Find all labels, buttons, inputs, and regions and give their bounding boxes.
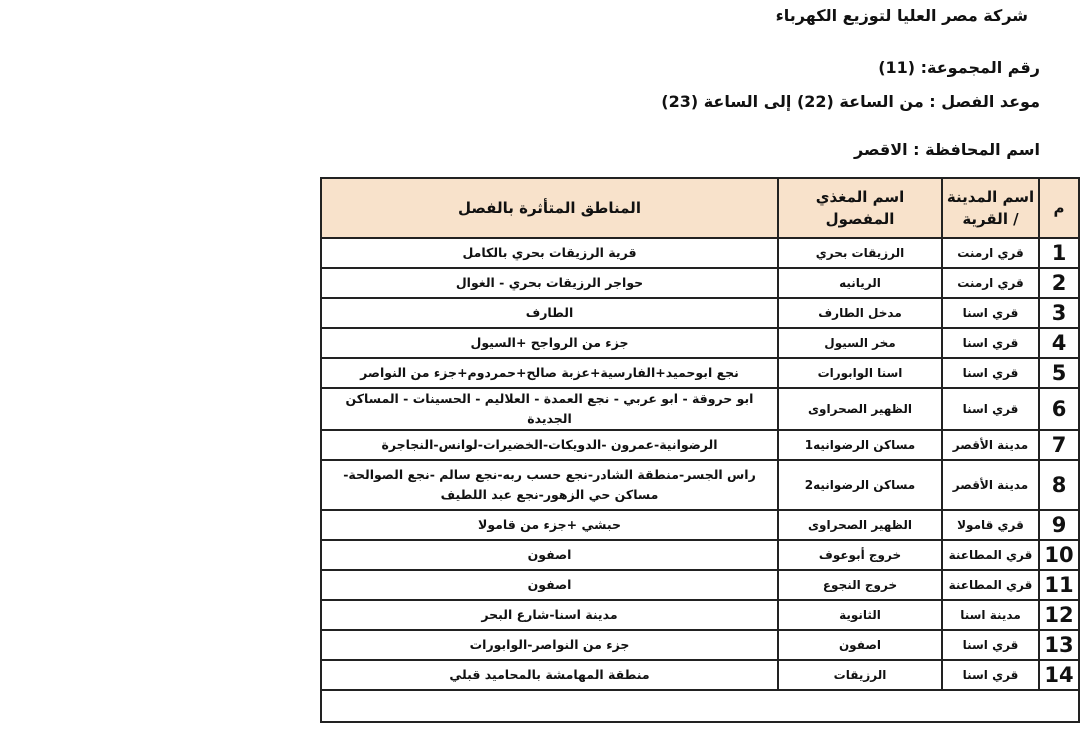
table-row	[321, 328, 1079, 358]
row-num: 8	[1039, 460, 1079, 510]
row-num: 10	[1039, 540, 1079, 570]
header-feeder: اسم المغذي المفصول	[778, 178, 942, 238]
row-city: قري اسنا	[942, 298, 1039, 328]
row-feeder: الظهير الصحراوى	[778, 388, 942, 430]
table-row	[321, 660, 1079, 690]
table-row	[321, 238, 1079, 268]
row-feeder: الثانوية	[778, 600, 942, 630]
table-row	[321, 358, 1079, 388]
row-areas: نجع ابوحميد+الفارسية+عزبة صالح+حمردوم+جزء من النواصر	[321, 358, 778, 388]
table-row	[321, 600, 1079, 630]
table-row	[321, 298, 1079, 328]
row-feeder: مساكن الرضوانيه2	[778, 460, 942, 510]
row-areas: قرية الرزيقات بحري بالكامل	[321, 238, 778, 268]
row-areas: حواجر الرزيقات بحري - الغوال	[321, 268, 778, 298]
row-num: 12	[1039, 600, 1079, 630]
row-city: قري قامولا	[942, 510, 1039, 540]
row-city: قري ارمنت	[942, 238, 1039, 268]
cutoff-time: موعد الفصل : من الساعة (22) إلى الساعة (23)	[661, 92, 1040, 111]
row-areas: الرضوانية-عمرون -الدويكات-الخضيرات-لوانس-النجاجرة	[321, 430, 778, 460]
table-row	[321, 510, 1079, 540]
row-city: مدينة الأقصر	[942, 460, 1039, 510]
row-num: 1	[1039, 238, 1079, 268]
row-feeder: الرزيقات بحري	[778, 238, 942, 268]
row-feeder: الظهير الصحراوى	[778, 510, 942, 540]
row-feeder: الرزيقات	[778, 660, 942, 690]
row-city: قري اسنا	[942, 660, 1039, 690]
row-areas: الطارف	[321, 298, 778, 328]
row-city: قري اسنا	[942, 630, 1039, 660]
table-row	[321, 630, 1079, 660]
row-num: 5	[1039, 358, 1079, 388]
row-city: قري المطاعنة	[942, 540, 1039, 570]
row-num: 2	[1039, 268, 1079, 298]
table-row	[321, 570, 1079, 600]
row-city: قري اسنا	[942, 358, 1039, 388]
row-areas: جزء من النواصر-الوابورات	[321, 630, 778, 660]
row-city: قري المطاعنة	[942, 570, 1039, 600]
header-city: اسم المدينة / القرية	[942, 178, 1039, 238]
table-row	[321, 388, 1079, 430]
row-feeder: الريانيه	[778, 268, 942, 298]
row-city: قري ارمنت	[942, 268, 1039, 298]
row-city: مدينة الأقصر	[942, 430, 1039, 460]
row-city: قري اسنا	[942, 328, 1039, 358]
group-number: رقم المجموعة: (11)	[878, 58, 1040, 77]
table-row	[321, 540, 1079, 570]
row-feeder: اسنا الوابورات	[778, 358, 942, 388]
header-num: م	[1039, 178, 1079, 238]
row-num: 4	[1039, 328, 1079, 358]
row-num: 7	[1039, 430, 1079, 460]
table-row	[321, 268, 1079, 298]
row-areas: اصفون	[321, 570, 778, 600]
row-areas: مدينة اسنا-شارع البحر	[321, 600, 778, 630]
empty-cell	[321, 690, 1079, 722]
row-city: مدينة اسنا	[942, 600, 1039, 630]
table-row	[321, 430, 1079, 460]
row-feeder: مساكن الرضوانيه1	[778, 430, 942, 460]
row-feeder: خروج أبوعوف	[778, 540, 942, 570]
row-areas: راس الجسر-منطقة الشادر-نجع حسب ربه-نجع سالم -نجع الصوالحة-مساكن حي الزهور-نجع عبد اللطيف	[321, 460, 778, 510]
row-feeder: خروج النجوع	[778, 570, 942, 600]
governorate-name: اسم المحافظة : الاقصر	[854, 140, 1040, 159]
row-num: 11	[1039, 570, 1079, 600]
row-num: 3	[1039, 298, 1079, 328]
row-feeder: مدخل الطارف	[778, 298, 942, 328]
row-feeder: مخر السيول	[778, 328, 942, 358]
row-num: 9	[1039, 510, 1079, 540]
row-areas: منطقة المهامشة بالمحاميد قبلي	[321, 660, 778, 690]
row-areas: اصفون	[321, 540, 778, 570]
row-num: 13	[1039, 630, 1079, 660]
table-header-row	[321, 178, 1079, 238]
table-row-empty	[321, 690, 1079, 722]
row-feeder: اصفون	[778, 630, 942, 660]
header-areas: المناطق المتأثرة بالفصل	[321, 178, 778, 238]
table-row	[321, 460, 1079, 510]
row-num: 6	[1039, 388, 1079, 430]
row-areas: جزء من الرواجح +السيول	[321, 328, 778, 358]
row-areas: ابو حروقة - ابو عربي - نجع العمدة - العلاليم - الحسينات - المساكن الجديدة	[321, 388, 778, 430]
cutoff-table	[320, 177, 1080, 723]
row-num: 14	[1039, 660, 1079, 690]
company-name: شركة مصر العليا لتوزيع الكهرباء	[775, 6, 1028, 25]
row-areas: حبشي +جزء من قامولا	[321, 510, 778, 540]
row-city: قري اسنا	[942, 388, 1039, 430]
